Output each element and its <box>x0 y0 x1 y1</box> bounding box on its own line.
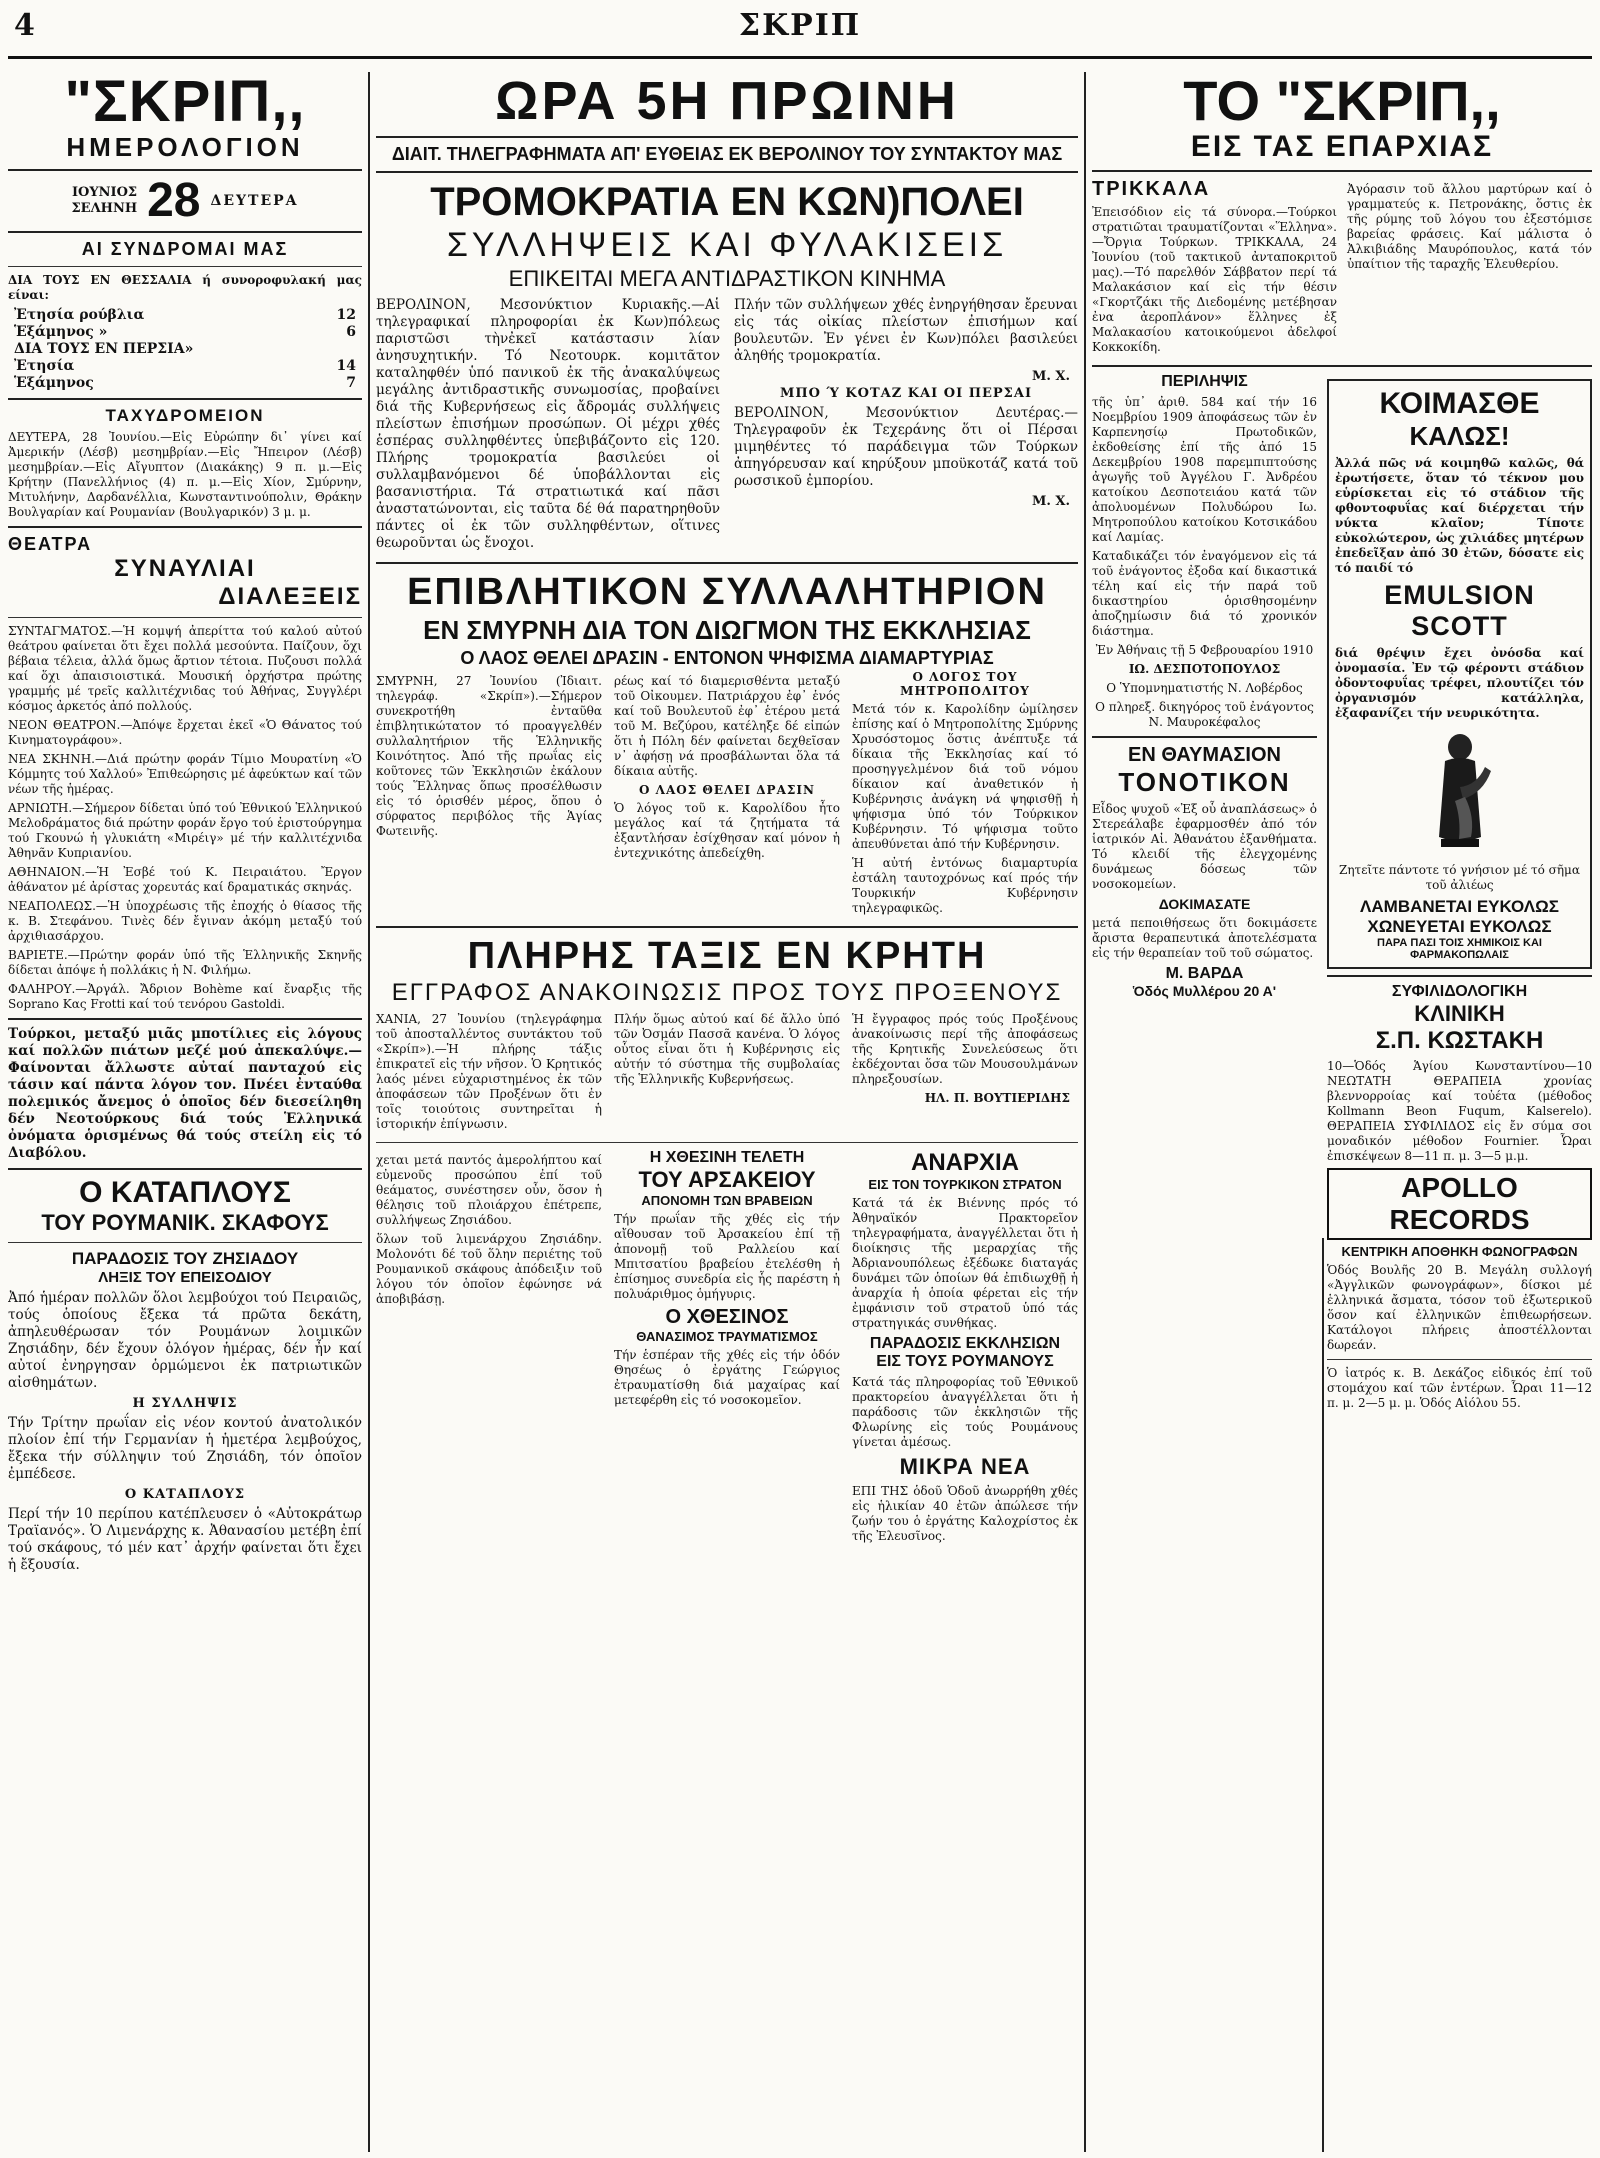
katapluous-text: Ἀπό ἡμέραν πολλῶν ὅλοι λεμβούχοι τού Πειραιῶς, τούς ὁποίους ἔξεκα τά πρῶτα δεκάτη, ἀπηλευθέρωσαν τόν Ρουμάνων λοιμικῶν Ζησιάδην, δέν ἔχουν ὁλόγον ἡμέρας, δέν ἦν καί αὐτοί ἐνηργησαν ὁρμώμενοι ἐκ πατριωτικῶν αἰσθημάτων. <box>8 1290 362 1391</box>
theatre-entry: ΝΕΑΠΟΛΕΩΣ.—Ἡ ὑποχρέωσις τῆς ἐποχής ὁ θίασος τῆς κ. Β. Στεφάνου. Τινὲς δέν ἔγιναν ἀκόμη μεταξύ τού ἀρχιθιασάρχου. <box>8 899 362 943</box>
post-heading: ΤΑΧΥΔΡΟΜΕΙΟΝ <box>105 406 265 425</box>
rate-heading: ΔΙΑ ΤΟΥΣ ΕΝ ΠΕΡΣΙΑ» <box>14 341 194 357</box>
hora-col-b2: ΒΕΡΟΛΙΝΟΝ, Μεσονύκτιον Δευτέρας.—Τηλεγραφοῦν ἐκ Τεχεράνης ὅτι οἱ Πέρσαι μιμηθέντες τό παράδειγμα τῶν Τούρκων ἀπηγόρευσαν καί κηρύξουν μποϋκοτάζ κατά τοῦ ρωσσικοῦ ἐμπορίου. <box>734 405 1078 489</box>
fisherman-icon <box>1415 727 1505 857</box>
smyrni-col-b: ρέως καί τό διαμερισθέντα μεταξύ τοῦ Οἰκουμεν. Πατριάρχου ἐφ᾽ ἑνός καί τοῦ Βουλευτοῦ ἐφ᾽ ἑτέρου μετά τοῦ Μ. Βεζύρου, κατέληξε δέ εἰπών ὅτι ἡ Πόλη δέν φαίνεται δεχθεῖσαν ν᾽ ἀφήσῃ νά προσβάλωνται ὅλα τά δίκαια αὐτῆς. <box>614 674 840 778</box>
rule <box>8 398 362 400</box>
rule <box>1327 1359 1592 1360</box>
rule <box>376 562 1078 564</box>
thanasimos-heading2: ΘΑΝΑΣΙΜΟΣ ΤΡΑΥΜΑΤΙΣΜΟΣ <box>636 1329 818 1344</box>
subscription-row <box>8 375 362 392</box>
mikra-nea-text: ΕΠΙ ΤΗΣ ὁδοῦ Ὁδοῦ ἀνωρρήθη χθές εἰς ἡλικίαν 40 ἐτῶν ἀπώλεσε τήν ζωήν του ὁ ἐργάτης Καλοχρίστος ἐκ τῆς Ἐλευσῖνος. <box>852 1484 1078 1543</box>
scott-caption: Ζητεῖτε πάντοτε τό γνήσιον μέ τό σῆμα τοῦ ἀλιέως <box>1339 863 1580 892</box>
theatre-entry: ΒΑΡΙΕΤΕ.—Πρώτην φοράν ὑπό τῆς Ἑλληνικῆς Σκηνῆς δίδεται ἀπόψε ἡ πολλάκις ἡ Ν. Φιλήμω. <box>8 948 362 977</box>
perilipsis-place-date: Ἐν Ἀθήναις τῇ 5 Φεβρουαρίου 1910 <box>1095 643 1314 657</box>
page-number: 4 <box>14 8 35 43</box>
lower-col-a <box>376 1149 602 1548</box>
hora-strap: ΔΙΑΙΤ. ΤΗΛΕΓΡΑΦΗΜΑΤΑ ΑΠ' ΕΥΘΕΙΑΣ ΕΚ ΒΕΡΟΛΙΝΟΥ ΤΟΥ ΣΥΝΤΑΚΤΟΥ ΜΑΣ <box>391 144 1063 164</box>
perilipsis-heading: ΠΕΡΙΛΗΨΙΣ <box>1161 373 1248 390</box>
apollo-text: Ὁδός Βουλῆς 20 Β. Μεγάλη συλλογή «Ἀγγλικῶν φωνογράφων», δίσκοι μέ ἑλληνικά ἄσματα, τόσον τοῦ ἐξωτερικοῦ ὅσον καί ἐλληνικῶν ἐπιθεωρήσεων. Κατάλογοι πλήρεις ἀποστέλλονται δωρεάν. <box>1327 1263 1592 1352</box>
anarchia-text: Κατά τά ἐκ Βιέννης πρός τό Ἀθηναϊκόν Πρακτορεῖον τηλεγραφήματα, ἀναγγέλλεται ὅτι ἡ διοίκησις τῆς μεραρχίας τῆς Ἀδριανουπόλεως ἐξέδωκε διαταγάς δυνάμει τῶν ὁποίων θά ἐπιδιωχθῇ ἡ ἀναρχία ἡ ὁποία φέρεται εἰς τήν ἐμφάνισιν τοῦ στρατοῦ ὑπό τάς στρατηγικάς συνθήκας. <box>852 1196 1078 1330</box>
perilipsis-text2: Καταδικάζει τόν ἐναγόμενον εἰς τά τοῦ ἐνάγοντος ἐξοδα καί δικαστικά τέλη καί εἰς τήν παρά τοῦ δικαστηρίου ὁρισθησομένην ἀποζημίωσιν διά τό χρονικόν διάστημα. <box>1092 549 1317 638</box>
paper-name: ΣΚΡΙΠ <box>738 8 862 43</box>
apollo-brand: APOLLO RECORDS <box>1327 1168 1592 1240</box>
eparchias-text2: Ἀγόρασιν τοῦ ἄλλου μαρτύρων καί ὁ γραμματεύς κ. Πετρονάκης, ὅστις ἐκ τῆς ρύμης τοῦ λόγου του ἐξεστόμισε βαρείας φράσεις. Καί μάλιστα ὁ Ἀλκιβιάδης Μαυρόπουλος, κατά τόν ὑπαίτιον τῆς ταραχῆς Ἐλευθερίου. <box>1347 182 1592 271</box>
smyrni-headline2: ΕΝ ΣΜΥΡΝΗ ΔΙΑ ΤΟΝ ΔΙΩΓΜΟΝ ΤΗΣ ΕΚΚΛΗΣΙΑΣ <box>423 615 1031 645</box>
rate-label: Ἑξάμηνος <box>14 375 94 391</box>
rule <box>376 136 1078 138</box>
subscription-row <box>8 341 362 358</box>
subscription-rates <box>8 307 362 392</box>
subscriptions-heading: ΑΙ ΣΥΝΔΡΟΜΑΙ ΜΑΣ <box>81 239 289 259</box>
rule <box>8 231 362 233</box>
arsakeiou-text: Τήν πρωΐαν τῆς χθές εἰς τήν αἴθουσαν τοῦ Ἀρσακείου ἐπί τῇ ἀπονομῇ τοῦ Ραλλείου καί Μπιτσατίου βραβείου ἐτελέσθη ἡ ἐπίσημος συνεδρία εἰς ἧς παρέστη ἡ πολυάριθμος ὁμήγυρις. <box>614 1212 840 1301</box>
post-text: ΔΕΥΤΕΡΑ, 28 Ἰουνίου.—Εἰς Εὐρώπην δι᾽ γίνει καί Ἀμερικήν (Λέσβ) μεσημβρίαν.—Εἰς Ἤπειρον (Λέσβ) μεσημβρίαν.—Εἰς Αἴγυπτον (Διακάκης) 9 π. μ.—Εἰς Κρήτην (Πανελλήνιος (4) π. μ.—Εἰς Χίον, Σμύρνην, Μιτυλήνην, Δαρδανέλλια, Κωνσταντινούπολιν, Θράκην Βουλγαρίαν καί Ρουμανίαν (Βουλγαρικόν) 3 μ. μ. <box>8 430 362 519</box>
smyrni-col-a: ΣΜΥΡΝΗ, 27 Ἰουνίου (Ἰδιαιτ. τηλεγράφ. «Σκρίπ»).—Σήμερον συνεκροτήθη ἐνταῦθα ἐπιβλητικώτατον τό προαγγελθέν συλλαλητήριον τῆς Ἑλληνικῆς Κοινότητος. Ἀπό τῆς πρωΐας εἰς κοῦτονες τῶν Ἐκκλησιῶν ἐκάλουν τούς Ἕλληνας ὅπως προσέλθωσιν εἰς τό ὁρισθέν μέρος, ὅπου ὁ σύρφατος περιβόλος τῆς Ἁγίας Φωτεινῆς. <box>376 674 602 838</box>
theatre-entry: ΦΑΛΗΡΟΥ.—Ἀργάλ. Ἄδριον Bohème καί ἔναρξις τῆς Soprano Κας Frotti καί τού τενόρου Gastoldi. <box>8 982 362 1011</box>
eparchias-col-a <box>1092 178 1337 359</box>
hora-headline1: ΤΡΟΜΟΚΡΑΤΙΑ ΕΝ ΚΩΝ)ΠΟΛΕΙ <box>430 180 1024 224</box>
smyrni-sub1: Ο ΛΑΟΣ ΘΕΛΕΙ ΔΡΑΣΙΝ <box>639 783 815 797</box>
rate-value: 6 <box>346 324 356 340</box>
eparchias-place: ΤΡΙΚΚΑΛΑ <box>1092 178 1211 200</box>
smyrni-col-b-wrap <box>614 670 840 920</box>
thavmasion-name: Μ. ΒΑΡΔΑ <box>1165 965 1244 982</box>
right-column <box>1092 72 1592 1415</box>
calendar-moon: ΣΕΛΗΝΗ <box>71 201 138 216</box>
scott-text2: διά θρέψιν ἔχει ὀνόσδα καί ὀνομασία. Ἐν τῷ φέροντι στάδιον ὀδοντοφυΐας τρέφει, πλουτίζει τόν ὀργανισμόν κατάλληλα, ἐξαφανίζει τήν νευρικότητα. <box>1335 646 1584 720</box>
rule <box>8 617 362 618</box>
scott-heading: ΚΟΙΜΑΣΘΕ <box>1379 387 1540 420</box>
lectures-heading: ΔΙΑΛΕΞΕΙΣ <box>218 583 362 610</box>
rule <box>8 169 362 171</box>
rule <box>1327 975 1592 977</box>
eparchias-text: Ἐπεισόδιον εἰς τά σύνορα.—Τούρκοι στρατιῶται τραυματίζονται «Ἕλληνα».—Ὄργια Τούρκων. ΤΡΙΚΚΑΛΑ, 24 Ἰουνίου (τοῦ τακτικοῦ ἀνταποκριτοῦ μας).—Τό παρελθόν Σάββατον περί τά Μαλακάσιον καί εἰς τήν θέσιν «Γκορτζάκι τῆς Διεδομένης μετέβησαν ἐνα ἀεροπλάνον» ἕλληνες ἐξ Μαλακασίου κατοικούμενοι ἀδελφοί Κοκκοκίδη. <box>1092 205 1337 354</box>
rule <box>8 1018 362 1020</box>
scott-brand: EMULSION SCOTT <box>1384 580 1535 641</box>
fisherman-figure <box>1335 727 1584 857</box>
rate-label: Ἑξάμηνος » <box>14 324 108 340</box>
thavmasion-text: Εἶδος ψυχοῦ «Ἐξ οὗ ἀναπλάσεως» ὁ Στερεάλαβε ἐφαρμοσθέν ἀπό τόν ἱατρικόν Αἰ. Ἀθανάτου ἐξανθήματα. Τό κλειδί τῆς ἐλεγχομένης δυνάμεως δόσεως τῶν νοσοκομείων. <box>1092 802 1317 891</box>
theatre-entry: ΑΡΝΙΩΤΗ.—Σήμερον δίδεται ὑπό τού Ἐθνικού Ἑλληνικού Μελοδράματος διά πρώτην φοράν ἔργο τού ἐριστούργημα τού Γκουνώ ἡ γλυκιάτη «Μιρέιγ» μέ τήν καλλιτέχνιδα Ἀθηνᾶν Κυπριανίου. <box>8 801 362 860</box>
eparchias-columns <box>1092 178 1592 359</box>
theatre-entry: ΝΕΑ ΣΚΗΝΗ.—Διά πρώτην φοράν Τίμιο Μουρατίνη «Ὁ Κόμμητς τού Χαλλού» Ἐπιθεώρησις μέ ἀφεύκτων καί τῶν νέων τῆς ἡμέρας. <box>8 752 362 796</box>
rule <box>8 1168 362 1170</box>
lower-center-columns <box>376 1149 1078 1548</box>
calendar-month-block <box>71 185 137 217</box>
calendar-title: "ΣΚΡΙΠ,, <box>64 72 306 134</box>
thavmasion-heading2: ΤΟΝΟΤΙΚΟΝ <box>1118 767 1291 797</box>
right-lower <box>1092 373 1592 1415</box>
rate-label: Ἐτησία <box>14 358 75 374</box>
hora-signature: Μ. Χ. <box>1031 494 1070 509</box>
hora-headline3: ΕΠΙΚΕΙΤΑΙ ΜΕΓΑ ΑΝΤΙΔΡΑΣΤΙΚΟΝ ΚΙΝΗΜΑ <box>508 266 946 291</box>
kriti-col-b2: ὅλων τοῦ λιμενάρχου Ζησιάδην. Μολονότι δέ τοῦ ὅλην περιέτης τοῦ Ρουμανικοῦ σκάφους ἀπόδειξιν τοῦ λόγου τόν ὁποῖον ἐφώνησε νά ἀποβιβάσῃ. <box>376 1232 602 1306</box>
rule <box>1092 365 1592 367</box>
rule <box>8 266 362 267</box>
thanasimos-text: Τήν ἑσπέραν τῆς χθές εἰς τήν ὁδόν Θησέως ὁ ἐργάτης Γεώργιος ἐτραυματίσθη διά μαχαίρας καί μετεφέρθη εἰς τό νοσοκομεῖον. <box>614 1348 840 1407</box>
ekklision-heading2: ΕΙΣ ΤΟΥΣ ΡΟΥΜΑΝΟΥΣ <box>876 1353 1054 1370</box>
rate-value: 7 <box>346 375 356 391</box>
katapluous-sub1: Η ΣΥΛΛΗΨΙΣ <box>132 1396 238 1411</box>
rate-value: 14 <box>336 358 356 374</box>
hora-col-b: Πλήν τῶν συλλήψεων χθές ἐνηργήθησαν ἔρευναι εἰς τάς οἰκίας πλείστων ἐπισήμων καί βουλευτῶν. Ἐν γένει ἐν Κων)πόλει βασιλεύει ἀληθής τρομοκρατία. <box>734 297 1078 364</box>
rule <box>376 171 1078 173</box>
theatres-heading: ΘΕΑΤΡΑ <box>8 534 93 554</box>
kriti-col-a2: χεται μετά παντός ἀμερολήπτου καί εὐμενοῦς προσώπου ἐπί τοῦ θεάματος, συνέστησεν οὖν, ὅσον ἡ θέλησις τοῦ πλοιάρχου ἐπέτρεπε, συλλήψεως Ζησιάδου. <box>376 1153 602 1227</box>
calendar-weekday: ΔΕΥΤΕΡΑ <box>210 193 299 209</box>
kriti-col-c: Ἡ ἔγγραφος πρός τούς Προξένους ἀνακοίνωσις περί τῆς ἀποφάσεως τῆς Κρητικῆς Συνελεύσεως ὅτι ἐκδέχονται ὅσα τῶν Μουσουλμάνων πληρεξουσίων. <box>852 1012 1078 1086</box>
hora-col-b-wrap <box>734 293 1078 556</box>
perilipsis-signature: Ο πληρεξ. δικηγόρος τοῦ ἐνάγοντος Ν. Μαυροκέφαλος <box>1095 700 1314 729</box>
hora-sub: ΜΠΟ Ύ ΚΟΤΑΖ ΚΑΙ ΟΙ ΠΕΡΣΑΙ <box>779 386 1033 401</box>
left-fragment: Τούρκοι, μεταξύ μιᾶς μποτίλιες εἰς λόγους καί πολλῶν πιάτων μεζέ μού ἀπεκαλύψε.—Φαίνονται ἄλλωστε αὐταί πανταχού εἰς τάσιν καί πάντα λόγον τον. Πνέει ἐνταύθα πολεμικός ἄνεμος ὁ ὁποῖος δέν διεσείληθη δέν Νεοτούρκους διά τούς Ἑλληνικά ὀνόματα ὁρισμένως θά τούς στείλη εἰς τό Διαβόλου. <box>8 1026 362 1161</box>
calendar-day: 28 <box>147 174 201 227</box>
kriti-signature: ΗΛ. Π. ΒΟΥΤΙΕΡΙΔΗΣ <box>924 1091 1070 1105</box>
subscription-row <box>8 324 362 341</box>
rate-value: 12 <box>336 307 356 323</box>
subscriptions-intro: ΔΙΑ ΤΟΥΣ ΕΝ ΘΕΣΣΑΛΙΑ ή συνοροφυλακή μας είναι: <box>8 273 362 302</box>
clinic-name: Σ.Π. ΚΩΣΤΑΚΗ <box>1375 1027 1544 1054</box>
ekklision-heading: ΠΑΡΑΔΟΣΙΣ ΕΚΚΛΗΣΙΩΝ <box>869 1335 1061 1352</box>
scott-text: Ἀλλά πῶς νά κοιμηθῶ καλῶς, θά ἐρωτήσετε, ὅταν τό τέκνον μου εὑρίσκεται εἰς τό στάδιον τῆς φθοντοφυΐας καί διέρχεται τήν νύκτα κλαῖον; Τίποτε εὐκολώτερον, ὡς χιλιάδες μητέρων ἐπεδεῖξαν ἀπό 30 ἐτῶν, δόσατε εἰς τό παιδί τό <box>1335 456 1584 575</box>
smyrni-col-c-wrap <box>852 670 1078 920</box>
column-divider <box>368 72 370 2152</box>
eparchias-title: ΤΟ "ΣΚΡΙΠ,, <box>1183 72 1501 132</box>
katapluous-title: Ο ΚΑΤΑΠΛΟΥΣ <box>79 1176 291 1209</box>
center-column <box>376 72 1078 1548</box>
smyrni-col-c2: Ἡ αὐτή ἐντόνως διαμαρτυρία ἐστάλη ταυτοχρόνως καί πρός τήν Τουρκικήν Κυβέρνησιν τηλεγραφικῶς. <box>852 856 1078 915</box>
concerts-heading: ΣΥΝΑΥΛΙΑΙ <box>114 555 256 582</box>
hora-columns <box>376 293 1078 556</box>
scott-slogan2: ΠΑΡΑ ΠΑΣΙ ΤΟΙΣ ΧΗΜΙΚΟΙΣ ΚΑΙ ΦΑΡΜΑΚΟΠΩΛΑΙΣ <box>1377 937 1542 961</box>
smyrni-columns <box>376 670 1078 920</box>
apollo-sub: ΚΕΝΤΡΙΚΗ ΑΠΟΘΗΚΗ ΦΩΝΟΓΡΑΦΩΝ <box>1341 1244 1578 1259</box>
calendar-month: ΙΟΥΝΙΟΣ <box>71 185 138 200</box>
hora-signature: Μ. Χ. <box>1031 369 1070 384</box>
rule <box>376 926 1078 928</box>
katapluous-deck2: ΛΗΞΙΣ ΤΟΥ ΕΠΕΙΣΟΔΙΟΥ <box>98 1269 272 1286</box>
perilipsis-signature: Ο Ὑπομνηματιστής Ν. Λοβέρδος <box>1106 681 1303 695</box>
smyrni-headline3: Ο ΛΑΟΣ ΘΕΛΕΙ ΔΡΑΣΙΝ - ΕΝΤΟΝΟΝ ΨΗΦΙΣΜΑ ΔΙΑΜΑΡΤΥΡΙΑΣ <box>460 648 994 668</box>
scott-heading2: ΚΑΛΩΣ! <box>1409 421 1510 451</box>
ekklision-text: Κατά τάς πληροφορίας τοῦ Ἐθνικοῦ πρακτορείου ἀναγγέλλεται ὅτι ἡ παράδοσις τῶν ἐκκλησιῶν τῆς Φλωρίνης εἰς τούς Ρουμάνους γίνεται ἀμέσως. <box>852 1375 1078 1449</box>
hora-headline2: ΣΥΛΛΗΨΕΙΣ ΚΑΙ ΦΥΛΑΚΙΣΕΙΣ <box>446 226 1008 264</box>
lower-col-c <box>852 1149 1078 1548</box>
clinic-text: 10—Ὁδός Ἁγίου Κωνσταντίνου—10 ΝΕΩΤΑΤΗ ΘΕΡΑΠΕΙΑ χρονίας βλεννορροίας καί τοὐέτα (μέθοδος Kollmann Beon Fuqum, Κalserelo). ΘΕΡΑΠΕΙΑ ΣΥΦΙΛΙΔΟΣ εἰς ἔν σύμα σοι μοναδικόν μέθοδον Fournier. Ὧραι ἐπισκέψεων 8—11 π. μ. 3—5 μ.μ. <box>1327 1059 1592 1163</box>
rule <box>376 1142 1078 1143</box>
smyrni-col-c: Μετά τόν κ. Καρολίδην ὡμίλησεν ἐπίσης καί ὁ Μητροπολίτης Σμύρνης Χρυσόστομος ὅστις ἀνέπτυξε τά δίκαια τῆς Ἐκκλησίας καί τό προσηγγελμένον διά τοῦ νόμου δίκαιον καί ἀναθετικόν ἡ Κυβέρνησις ἀνάγκη νά ψηφισθῇ ἡ ψήφισμα ὑπό τόν Τούρκικον Κυβέρνησιν. Τό ψήφισμα τοῦτο ἀπευθύνεται ἀπό τήν Κυβέρνησιν. <box>852 702 1078 851</box>
masthead-rule <box>8 56 1592 59</box>
subscription-row <box>8 358 362 375</box>
rule <box>1092 736 1317 738</box>
thavmasion-address: Ὁδός Μυλλέρου 20 Α' <box>1132 983 1277 999</box>
eparchias-subtitle: ΕΙΣ ΤΑΣ ΕΠΑΡΧΙΑΣ <box>1190 130 1494 163</box>
hora-banner: ΩΡΑ 5Η ΠΡΩΙΝΗ <box>495 72 959 131</box>
masthead <box>0 0 1600 68</box>
lower-col-b <box>614 1149 840 1548</box>
katapluous-deck: ΠΑΡΑΔΟΣΙΣ ΤΟΥ ΖΗΣΙΑΔΟΥ <box>71 1249 299 1268</box>
subscription-row <box>8 307 362 324</box>
katapluous-subtitle: ΤΟΥ ΡΟΥΜΑΝΙΚ. ΣΚΑΦΟΥΣ <box>41 1210 329 1235</box>
ads-column <box>1327 373 1592 1415</box>
rate-label: Ἐτησία ρούβλια <box>14 307 145 323</box>
clinic-heading: ΣΥΦΙΛΙΔΟΛΟΓΙΚΗ <box>1391 983 1528 1000</box>
calendar-date <box>8 174 362 227</box>
calendar-subtitle: ΗΜΕΡΟΛΟΓΙΟΝ <box>66 132 304 162</box>
anarchia-heading2: ΕΙΣ ΤΟΝ ΤΟΥΡΚΙΚΟΝ ΣΤΡΑΤΟΝ <box>868 1177 1062 1192</box>
kriti-columns <box>376 1008 1078 1136</box>
mikra-nea-heading: ΜΙΚΡΑ ΝΕΑ <box>899 1454 1031 1479</box>
rule <box>8 1242 362 1243</box>
kriti-col-c-wrap <box>852 1008 1078 1136</box>
hora-col-a: ΒΕΡΟΛΙΝΟΝ, Μεσονύκτιον Κυριακῆς.—Αἱ τηλεγραφικαί πληροφορίαι ἐκ Κων)πόλεως παριστῶσι τὴνἐκεῖ κατάστασιν λίαν ἀνησυχητικήν. Τό Νεοτουρκ. κομιτᾶτον καταληφθέν ὑπό πανικοῦ ἐκ τῆς ἀνακαλύψεως μεγάλης ἀντιδραστικῆς συνωμοσίας, προβαίνει διά τῆς Κυβερνήσεως εἰς ἄδρομάς συλλήψεις πλείστων ἐπισήμων προσώπων. Οἱ μέχρι χθές ἑσπέρας συλληφθέντες ὑπεβιβάζοντο εἰς 120. Πλήρης τρομοκρατία βασιλεύει οἱ συλλαμβανόμενοι δέ ὑποβάλλονται εἰς βασανιστήρια. Τά στρατιωτικά καί πᾶσι ἀναστατώνονται, εἰς ταῦτα δέ θά παρατηρηθοῦν πάντες οἱ ἐκ τῶν συλληφθέντων, οἵτινες θεωροῦνται ὡς ἔνοχοι. <box>376 297 720 551</box>
smyrni-sub2: Ο ΛΟΓΟΣ ΤΟΥ ΜΗΤΡΟΠΟΛΙΤΟΥ <box>900 670 1030 698</box>
smyrni-headline1: ΕΠΙΒΛΗΤΙΚΟΝ ΣΥΛΛΑΛΗΤΗΡΙΟΝ <box>407 571 1047 613</box>
kriti-col-a: ΧΑΝΙΑ, 27 Ἰουνίου (τηλεγράφημα τοῦ ἀποσταλλέντος συντάκτου τοῦ «Σκρίπ»).—Ἡ πλήρης τάξις ἐπικρατεῖ εἰς τήν νῆσον. Ὁ Κρητικός λαός μένει εὐχαριστημένος ἐκ τῶν ἀποφάσεων τῶν Προξένων ὅτι ἐν τοῖς τοιούτοις συντηρεῖται ἡ ἱστορικήν ἐπίγνωσιν. <box>376 1012 602 1131</box>
theatre-entry: ΝΕΟΝ ΘΕΑΤΡΟΝ.—Ἀπόψε ἔρχεται ἐκεῖ «Ὁ Θάνατος τού Κινηματογράφου». <box>8 718 362 747</box>
clinic-heading2: ΚΛΙΝΙΚΗ <box>1414 1001 1505 1026</box>
katapluous-text2: Τήν Τρίτην πρωΐαν εἰς νέον κοντού ἀνατολικόν πλοίον ἐπί τήν Γερμανίαν ἡ ἡμετέρα λεμβούχος, ἔξεκα τήν σύλληψιν τού Ζησιάδη, τόν ὁποῖον ἐμπέδεσε. <box>8 1415 362 1482</box>
doctor-notice: Ὁ ἰατρός κ. Β. Δεκάζος εἰδικός ἐπί τοῦ στομάχου καί τῶν ἐντέρων. Ὧραι 11—12 π. μ. 2—5 μ. μ. Ὁδός Αἰόλου 55. <box>1327 1366 1592 1410</box>
scott-slogan: ΛΑΜΒΑΝΕΤΑΙ ΕΥΚΟΛΩΣ ΧΩΝΕΥΕΤΑΙ ΕΥΚΟΛΩΣ <box>1360 897 1559 936</box>
kriti-headline1: ΠΛΗΡΗΣ ΤΑΞΙΣ ΕΝ ΚΡΗΤΗ <box>467 935 987 977</box>
theatre-entry: ΑΘΗΝΑΙΟΝ.—Ἡ Ἐσβέ τού Κ. Πειραιάτου. Ἔργον ἀθάνατον μέ ἀρίστας χορευτάς καί δραματικάς σκηνάς. <box>8 865 362 894</box>
arsakeiou-heading: Η ΧΘΕΣΙΝΗ ΤΕΛΕΤΗ <box>649 1149 805 1166</box>
thanasimos-heading: Ο ΧΘΕΣΙΝΟΣ <box>665 1306 789 1328</box>
thavmasion-text2: μετά πεποιθήσεως ὅτι δοκιμάσετε ἄριστα θεραπευτικά ἀποτελέσματα εἰς τήν θεραπείαν τοῦ τοῦ σώματος. <box>1092 916 1317 960</box>
rule <box>8 526 362 528</box>
smyrni-col-b2: Ὁ λόγος τοῦ κ. Καρολίδου ἦτο μεγάλος καί τά ζητήματα τά ἐξαντλήσαν ἐσίχθησαν καί μόνον ἡ ἐντεχνικότης ἀπεδείχθη. <box>614 801 840 860</box>
thavmasion-heading: ΕΝ ΘΑΥΜΑΣΙΟΝ <box>1128 744 1281 766</box>
katapluous-sub2: Ο ΚΑΤΑΠΛΟΥΣ <box>124 1487 246 1502</box>
scott-ad <box>1327 379 1592 969</box>
column-divider <box>1084 72 1086 2152</box>
kriti-col-b: Πλήν ὅμως αὐτού καί δέ ἄλλο ὑπό τῶν Ὀσμάν Πασσᾶ κανένα. Ὁ λόγος οὗτος εἶναι ὅτι ἡ Κυβέρνησις εἰς αὐτήν τό σύστημα τῆς συμβολαίας τῆς Ἑλληνικῆς Κυβερνήσεως. <box>614 1012 840 1086</box>
thavmasion-sub: ΔΟΚΙΜΑΣΑΤΕ <box>1158 896 1251 912</box>
perilipsis-signature: ΙΩ. ΔΕΣΠΟΤΟΠΟΥΛΟΣ <box>1128 662 1281 676</box>
left-column <box>8 72 362 1578</box>
anarchia-heading: ΑΝΑΡΧΙΑ <box>910 1149 1019 1176</box>
kriti-headline2: ΕΓΓΡΑΦΟΣ ΑΝΑΚΟΙΝΩΣΙΣ ΠΡΟΣ ΤΟΥΣ ΠΡΟΞΕΝΟΥΣ <box>391 979 1063 1006</box>
rule <box>1092 170 1592 172</box>
arsakeiou-heading2: ΤΟΥ ΑΡΣΑΚΕΙΟΥ <box>638 1167 816 1192</box>
perilipsis-column <box>1092 373 1317 1415</box>
katapluous-text3: Περί τήν 10 περίπου κατέπλευσεν ὁ «Αὐτοκράτωρ Τραϊανός». Ὁ Λιμενάρχης κ. Ἀθανασίου μετέβη ἐπί τού σκάφους, τό μέν κατ᾽ ἀρχήν φαίνεται ὅτι ἔχει ἡ ἔξουσία. <box>8 1506 362 1573</box>
arsakeiou-heading3: ΑΠΟΝΟΜΗ ΤΩΝ ΒΡΑΒΕΙΩΝ <box>641 1193 813 1208</box>
theatre-entry: ΣΥΝΤΑΓΜΑΤΟΣ.—Ἡ κομψή ἀπερίττα τού καλού αὐτού θεάτρου φαίνεται ὅτι ἔχει πολλά μεσούντα. Παίζουν, ὅχι βέβαια τέλεια, ἀλλά ὅμως ἄρτιον τέτοια. Πυζουσι πολλά καί ὅχι ἀπαισιοιστικά. Μουσική ὀρχήστρα πρώτης γραμμής μέ τρεῖς καλλιτέχνιδας τού Ἀθήνας, Συγγλέρι κόσμος ἀρκετός ἀπό πολλούς. <box>8 624 362 713</box>
perilipsis-text: τῆς ὑπ᾽ ἀριθ. 584 καί τήν 16 Νοεμβρίου 1909 ἀποφάσεως τῶν ἐν Καρπενησίῳ Πρωτοδικῶν, ἐκδοθείσης ἐπί τῆς ἀπό 15 Δεκεμβρίου 1908 παρεμπιπτούσης ἀγωγῆς τοῦ Ἀγγέλου Γ. Ἀνδρέου κατοίκου Δεσποτειάου κατά τῶν ἀπολυομένων Πολυδώρου Ιω. Μητροπούλου κατοίκου Κοτσικάδου καί Λαμίας. <box>1092 395 1317 544</box>
